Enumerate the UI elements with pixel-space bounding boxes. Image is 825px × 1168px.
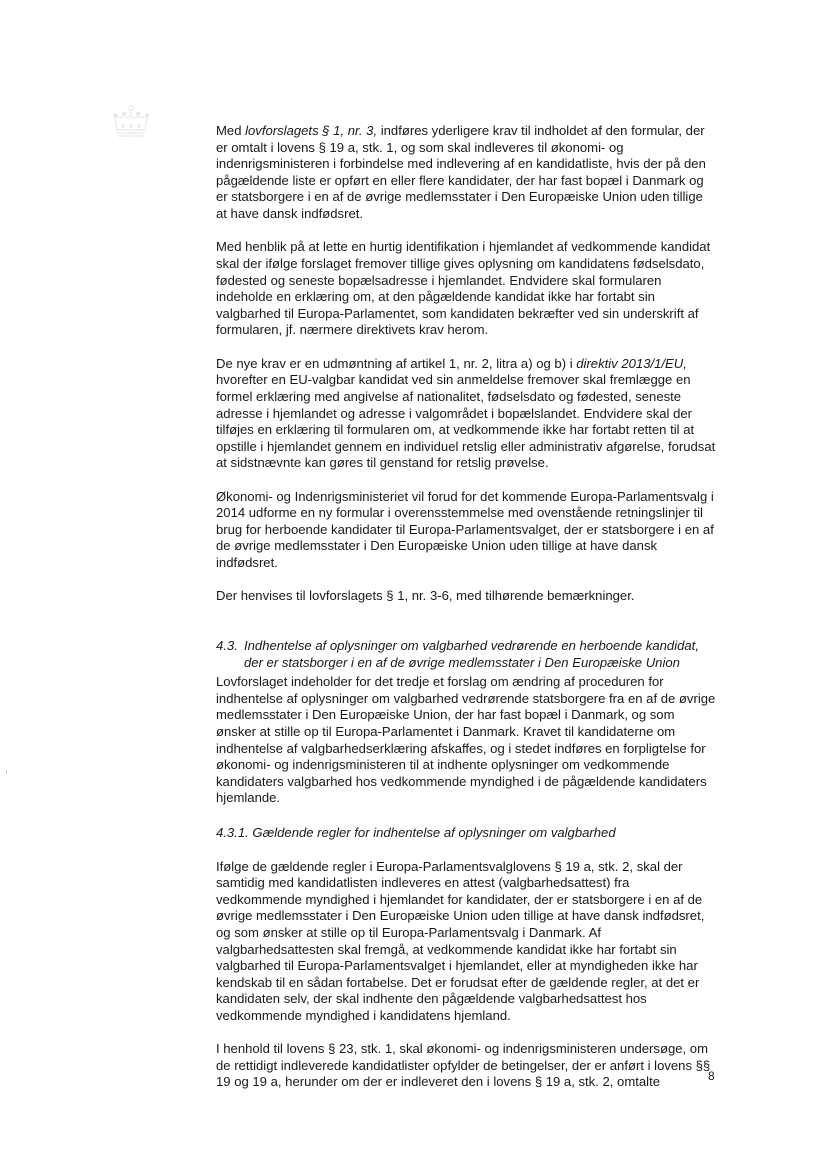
document-body xyxy=(216,123,726,1108)
section-4-3-1-body: Ifølge de gældende regler i Europa-Parlamentsvalglovens § 19 a, stk. 2, skal der samtidig med kandidatlisten indleveres en attest (valgbarhedsattest) fra vedkommende myndighed i hjemlandet for kandidater, der er statsborgere i en af de øvrige medlemsstater i Den Europæiske Union uden tillige at have dansk indfødsret, og som ønsker at stille op til Europa-Parlamentsvalg i Danmark. Af valgbarhedsattesten skal fremgå, at vedkommende kandidat ikke har fortabt sin valgbarhed til Europa-Parlamentsvalget i hjemlandet, eller at myndigheden ikke har kendskab til en sådan fortabelse. Det er forudsat efter de gældende regler, at det er kandidaten selv, der skal indhente den pågældende valgbarhedsattest hos vedkommende myndighed i kandidatens hjemland. xyxy=(216,858,705,1023)
section-4-3-number: 4.3. xyxy=(216,638,238,654)
paragraph-3: De nye krav er en udmøntning af artikel 1, nr. 2, litra a) og b) i direktiv 2013/1/EU, hvorefter en EU-valgbar kandidat ved sin anmeldelse fremover skal fremlægge en formel erklæring med angivelse af nationalitet, fødselsdato og fødested, seneste adresse i hjemlandet og adresse i valgområdet i bopælslandet. Endvidere skal der tilføjes en erklæring til formularen om, at vedkommende ikke har fortabt retten til at opstille i hjemlandet gennem en individuel retslig eller administrativ afgørelse, forudsat at sidstnævnte kan gøres til genstand for retslig prøvelse. xyxy=(216,355,716,471)
section-4-3-heading xyxy=(216,638,726,671)
page-number: 8 xyxy=(708,1069,715,1083)
margin-mark xyxy=(6,770,7,774)
paragraph-4: Økonomi- og Indenrigsministeriet vil forud for det kommende Europa-Parlamentsvalg i 2014 udforme en ny formular i overensstemmelse med ovenstående retningslinjer til brug for herboende kandidater til Europa-Parlamentsvalget, der er statsborgere i en af de øvrige medlemsstater i Den Europæiske Union uden tillige at have dansk indfødsret. xyxy=(216,488,714,571)
section-4-3-body: Lovforslaget indeholder for det tredje et forslag om ændring af proceduren for indhentelse af oplysninger om valgbarhed vedrørende statsborgere fra en af de øvrige medlemsstater i Den Europæiske Union, der har fast bopæl i Danmark, og som ønsker at stille op til Europa-Parlamentet i Danmark. Kravet til kandidaterne om indhentelse af valgbarhedserklæring afskaffes, og i stedet indføres en forpligtelse for økonomi- og indenrigsministeren til at indhente oplysninger om vedkommende kandidaters valgbarhed hos vedkommende myndighed i de pågældende kandidaters hjemlande. xyxy=(216,674,716,806)
section-4-3-1-body-2: I henhold til lovens § 23, stk. 1, skal økonomi- og indenrigsministeren undersøge, om de rettidigt indleverede kandidatlister opfylder de betingelser, der er anført i lovens §§ 19 og 19 a, herunder om der er indleveret den i lovens § 19 a, stk. 2, omtalte xyxy=(216,1041,711,1090)
paragraph-1: Med lovforslagets § 1, nr. 3, indføres yderligere krav til indholdet af den formular, der er omtalt i lovens § 19 a, stk. 1, og som skal indleveres til økonomi- og indenrigsministeren i forbindelse med indlevering af en kandidatliste, hvis der på den pågældende liste er opført en eller flere kandidater, der har fast bopæl i Danmark og er statsborgere i en af de øvrige medlemsstater i Den Europæiske Union uden tillige at have dansk indfødsret. xyxy=(216,123,706,221)
section-4-3-title: Indhentelse af oplysninger om valgbarhed vedrørende en herboende kandidat, der er statsborger i en af de øvrige medlemsstater i Den Europæiske Union xyxy=(244,638,699,670)
paragraph-2: Med henblik på at lette en hurtig identifikation i hjemlandet af vedkommende kandidat skal der ifølge forslaget fremover tillige gives oplysning om kandidatens fødselsdato, fødested og seneste bopælsadresse i hjemlandet. Endvidere skal formularen indeholde en erklæring om, at den pågældende kandidat ikke har fortabt sin valgbarhed til Europa-Parlamentet, som kandidaten bekræfter ved sin underskrift af formularen, jf. nærmere direktivets krav herom. xyxy=(216,239,711,338)
royal-crown-icon xyxy=(112,104,150,138)
section-4-3-1-heading: 4.3.1. Gældende regler for indhentelse af oplysninger om valgbarhed xyxy=(216,824,616,840)
paragraph-5: Der henvises til lovforslagets § 1, nr. 3-6, med tilhørende bemærkninger. xyxy=(216,588,635,604)
